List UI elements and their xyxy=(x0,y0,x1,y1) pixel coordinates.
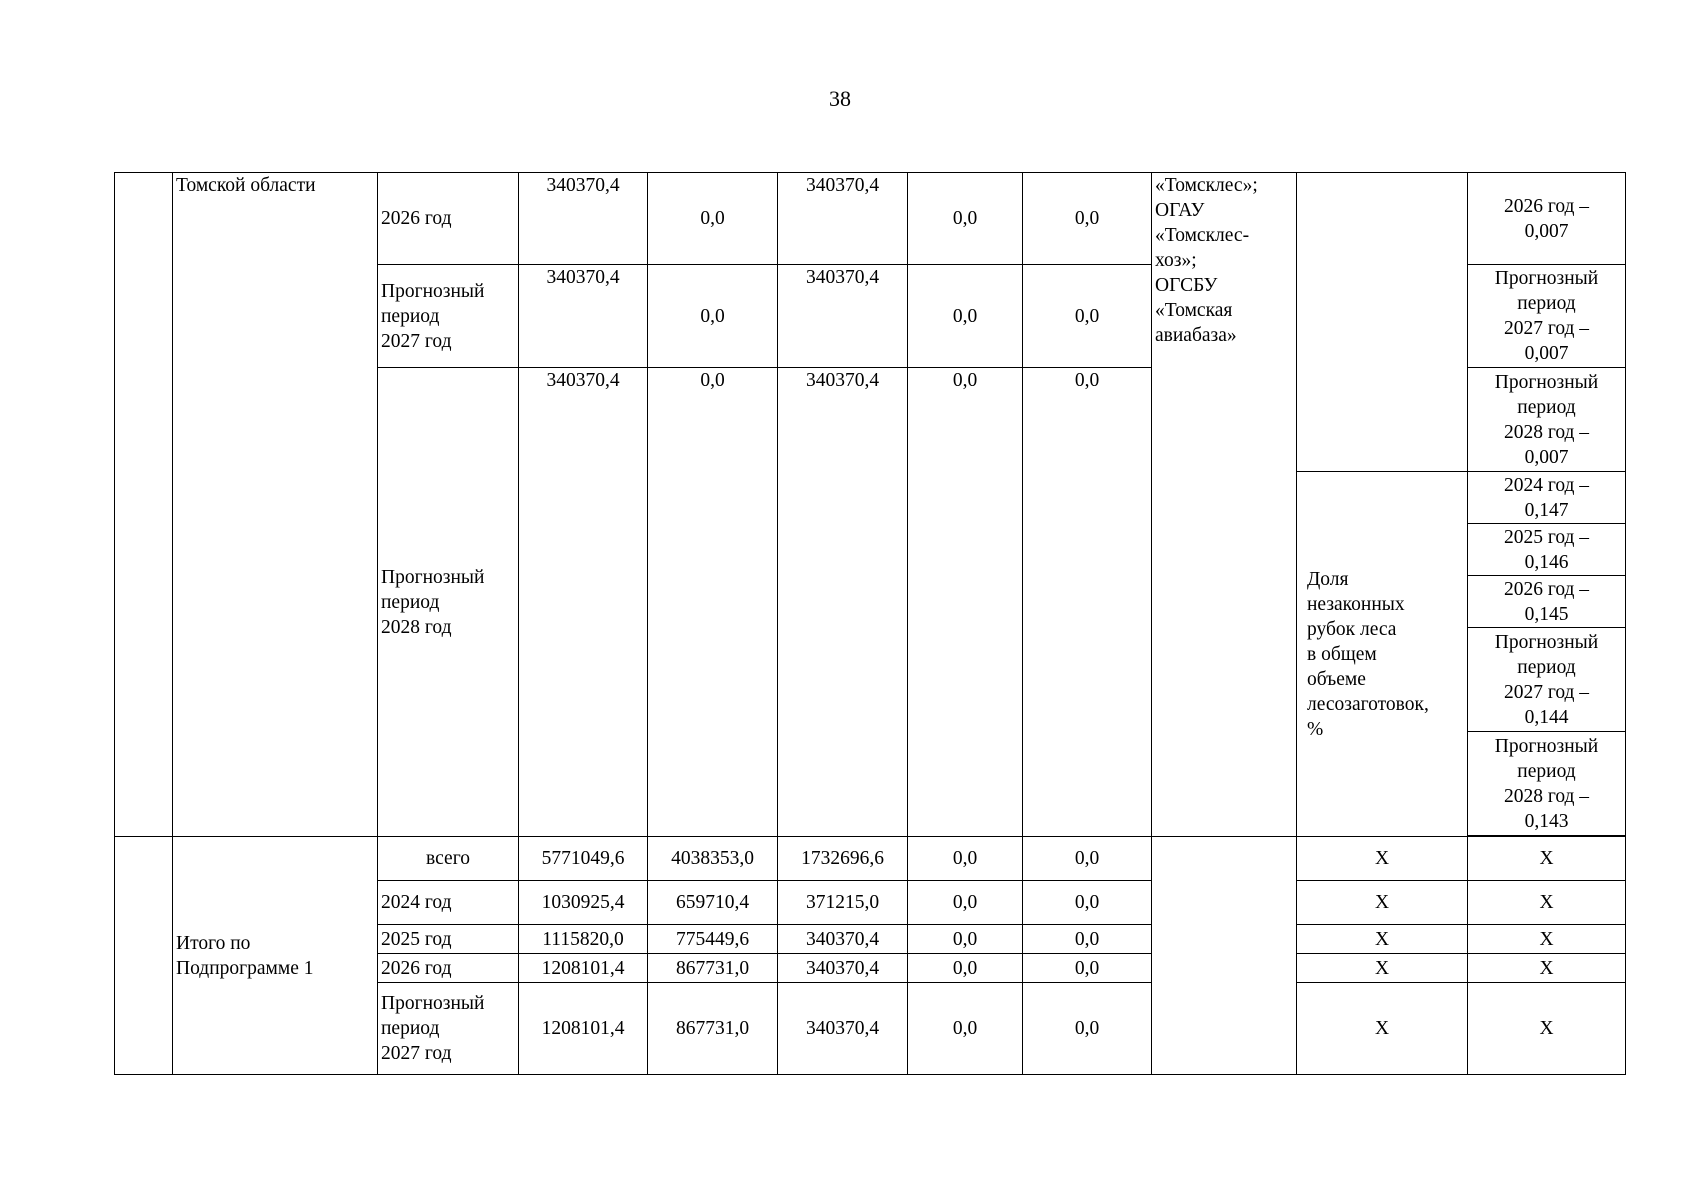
indicator-value-cell: 2026 год – 0,007 xyxy=(1468,173,1626,265)
total-cell: 1030925,4 xyxy=(519,881,648,925)
extra-cell: 0,0 xyxy=(1023,173,1152,265)
local-cell: 0,0 xyxy=(908,954,1023,983)
indicator-x-cell: X xyxy=(1297,983,1468,1075)
extra-cell: 0,0 xyxy=(1023,368,1152,837)
executor-cell xyxy=(1152,837,1297,1075)
total-cell: 340370,4 xyxy=(519,173,648,265)
indicator-x-cell: X xyxy=(1468,881,1626,925)
period-cell: 2025 год xyxy=(378,925,519,954)
executor-cell: «Томсклес»; ОГАУ «Томсклес- хоз»; ОГСБУ «Томская авиабаза» xyxy=(1152,173,1297,837)
federal-cell: 775449,6 xyxy=(648,925,778,954)
local-cell: 0,0 xyxy=(908,881,1023,925)
period-cell: Прогнозный период 2027 год xyxy=(378,983,519,1075)
number-cell xyxy=(115,837,173,1075)
federal-cell: 0,0 xyxy=(648,265,778,368)
local-cell: 0,0 xyxy=(908,265,1023,368)
program-name-cell: Томской области xyxy=(173,173,378,837)
regional-cell: 340370,4 xyxy=(778,368,908,837)
page-number: 38 xyxy=(829,86,851,111)
federal-cell: 867731,0 xyxy=(648,983,778,1075)
local-cell: 0,0 xyxy=(908,837,1023,881)
federal-cell: 0,0 xyxy=(648,173,778,265)
indicator-x-cell: X xyxy=(1468,925,1626,954)
indicator-value-cell: Прогнозный период 2027 год – 0,007 xyxy=(1468,265,1626,368)
period-cell: Прогнозный период 2028 год xyxy=(378,368,519,837)
local-cell: 0,0 xyxy=(908,925,1023,954)
indicator-x-cell: X xyxy=(1297,881,1468,925)
indicator-value-cell: Прогнозный период 2028 год – 0,007 xyxy=(1468,368,1626,472)
budget-table xyxy=(114,172,1626,1075)
period-cell: Прогнозный период 2027 год xyxy=(378,265,519,368)
federal-cell: 659710,4 xyxy=(648,881,778,925)
extra-cell: 0,0 xyxy=(1023,925,1152,954)
total-cell: 1115820,0 xyxy=(519,925,648,954)
regional-cell: 340370,4 xyxy=(778,173,908,265)
regional-cell: 340370,4 xyxy=(778,925,908,954)
extra-cell: 0,0 xyxy=(1023,983,1152,1075)
indicator-value-cell: 2026 год – 0,145 xyxy=(1468,576,1626,628)
total-cell: 340370,4 xyxy=(519,368,648,837)
table-row xyxy=(115,173,1626,265)
period-cell: 2026 год xyxy=(378,954,519,983)
table-row xyxy=(115,837,1626,881)
regional-cell: 1732696,6 xyxy=(778,837,908,881)
regional-cell: 340370,4 xyxy=(778,265,908,368)
federal-cell: 867731,0 xyxy=(648,954,778,983)
local-cell: 0,0 xyxy=(908,368,1023,837)
indicator-x-cell: X xyxy=(1468,983,1626,1075)
total-cell: 1208101,4 xyxy=(519,983,648,1075)
total-cell: 340370,4 xyxy=(519,265,648,368)
indicator-x-cell: X xyxy=(1297,925,1468,954)
federal-cell: 4038353,0 xyxy=(648,837,778,881)
period-cell: всего xyxy=(378,837,519,881)
regional-cell: 340370,4 xyxy=(778,954,908,983)
indicator-name-cell xyxy=(1297,173,1468,472)
indicator-x-cell: X xyxy=(1297,837,1468,881)
indicator-value-cell: 2024 год – 0,147 xyxy=(1468,472,1626,524)
regional-cell: 371215,0 xyxy=(778,881,908,925)
indicator-name-cell: Доля незаконных рубок леса в общем объеме лесозаготовок, % xyxy=(1297,472,1468,837)
indicator-value-cell: Прогнозный период 2027 год – 0,144 xyxy=(1468,628,1626,732)
subprogram-total-name-cell: Итого по Подпрограмме 1 xyxy=(173,837,378,1075)
local-cell: 0,0 xyxy=(908,173,1023,265)
federal-cell: 0,0 xyxy=(648,368,778,837)
period-cell: 2026 год xyxy=(378,173,519,265)
indicator-x-cell: X xyxy=(1297,954,1468,983)
total-cell: 1208101,4 xyxy=(519,954,648,983)
extra-cell: 0,0 xyxy=(1023,954,1152,983)
period-cell: 2024 год xyxy=(378,881,519,925)
number-cell xyxy=(115,173,173,837)
indicator-value-cell: Прогнозный период 2028 год – 0,143 xyxy=(1468,732,1626,836)
regional-cell: 340370,4 xyxy=(778,983,908,1075)
extra-cell: 0,0 xyxy=(1023,881,1152,925)
indicator-x-cell: X xyxy=(1468,954,1626,983)
local-cell: 0,0 xyxy=(908,983,1023,1075)
indicator-value-cell: 2025 год – 0,146 xyxy=(1468,524,1626,576)
extra-cell: 0,0 xyxy=(1023,837,1152,881)
total-cell: 5771049,6 xyxy=(519,837,648,881)
extra-cell: 0,0 xyxy=(1023,265,1152,368)
indicator-x-cell: X xyxy=(1468,837,1626,881)
